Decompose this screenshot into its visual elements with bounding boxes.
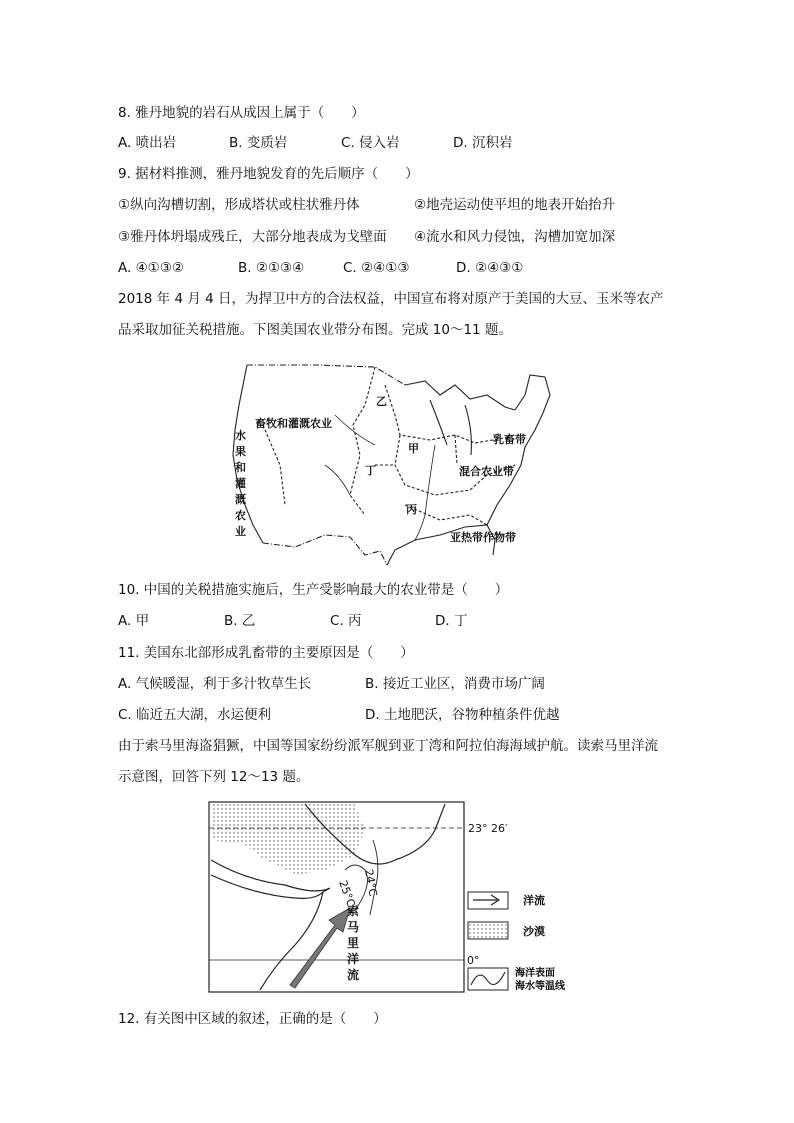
somali-current-arrow <box>290 908 350 988</box>
svg-text:水: 水 <box>235 429 246 442</box>
desert-area <box>211 804 365 875</box>
label-mixed: 混合农业带 <box>459 465 514 478</box>
q11-option-d: D. 土地肥沃，谷物种植条件优越 <box>365 707 560 723</box>
lat-top-label: 23° 26′ <box>468 822 508 835</box>
label-subtropical: 亚热带作物带 <box>450 531 516 544</box>
us-agriculture-map <box>225 355 560 565</box>
legend-isotherm-label-2: 海水等温线 <box>515 981 565 992</box>
q8-option-c: C. 侵入岩 <box>341 135 400 151</box>
q9-statement-1: ①纵向沟槽切割，形成塔状或柱状雅丹体 <box>118 197 360 213</box>
intro-10-line-1: 2018 年 4 月 4 日，为捍卫中方的合法权益，中国宣布将对原产于美国的大豆、玉米等农产 <box>118 291 664 307</box>
svg-text:里: 里 <box>347 936 360 950</box>
iso-label-a: 25°C <box>336 878 358 909</box>
intro-10-line-2: 品采取加征关税措施。下图美国农业带分布图。完成 10～11 题。 <box>118 322 512 338</box>
q9-option-d: D. ②④③① <box>456 260 524 276</box>
label-ranching: 畜牧和灌溉农业 <box>255 417 332 430</box>
svg-text:和: 和 <box>235 461 246 474</box>
q10-option-c: C. 丙 <box>330 613 362 629</box>
q9-option-a: A. ④①③② <box>118 260 184 276</box>
q10-option-d: D. 丁 <box>435 613 468 629</box>
q11-stem: 11. 美国东北部形成乳畜带的主要原因是（ ） <box>118 645 414 661</box>
legend-isotherm-label-1: 海洋表面 <box>515 968 555 979</box>
q9-statement-2: ②地壳运动使平坦的地表开始抬升 <box>414 197 616 213</box>
label-dairy: 乳畜带 <box>493 433 526 446</box>
q10-option-b: B. 乙 <box>224 613 256 629</box>
q8-option-a: A. 喷出岩 <box>118 135 177 151</box>
svg-text:洋: 洋 <box>347 952 360 966</box>
q9-option-b: B. ②①③④ <box>238 260 305 276</box>
label-fruit <box>235 428 246 538</box>
legend-desert-symbol <box>468 922 508 939</box>
q12-stem: 12. 有关图中区域的叙述，正确的是（ ） <box>118 1011 387 1027</box>
q9-option-c: C. ②④①③ <box>343 260 410 276</box>
somali-current-map <box>205 800 595 995</box>
q9-stem: 9. 据材料推测，雅丹地貌发育的先后顺序（ ） <box>118 166 419 182</box>
q10-option-a: A. 甲 <box>118 613 150 629</box>
q9-statement-4: ④流水和风力侵蚀，沟槽加宽加深 <box>414 229 616 245</box>
q11-option-a: A. 气候暖湿，利于多汁牧草生长 <box>118 676 312 692</box>
q11-option-c: C. 临近五大湖，水运便利 <box>118 707 272 723</box>
svg-text:马: 马 <box>347 920 360 934</box>
legend-desert-label: 沙漠 <box>523 925 545 938</box>
svg-text:果: 果 <box>235 445 246 458</box>
current-name-label <box>347 903 359 982</box>
label-yi: 乙 <box>376 395 387 408</box>
q10-stem: 10. 中国的关税措施实施后，生产受影响最大的农业带是（ ） <box>118 582 509 598</box>
q9-statement-3: ③雅丹体坍塌成残丘，大部分地表成为戈壁面 <box>118 229 387 245</box>
svg-text:业: 业 <box>235 525 246 538</box>
iso-label-b: 24°C <box>362 868 380 898</box>
svg-text:溉: 溉 <box>235 493 246 506</box>
lat-zero-label: 0° <box>467 954 480 967</box>
svg-text:索: 索 <box>347 904 360 918</box>
label-ding: 丁 <box>365 464 376 477</box>
legend <box>468 892 566 992</box>
q8-option-b: B. 变质岩 <box>229 135 288 151</box>
svg-text:灌: 灌 <box>235 477 246 490</box>
svg-text:流: 流 <box>347 968 360 982</box>
q8-option-d: D. 沉积岩 <box>453 135 513 151</box>
q11-option-b: B. 接近工业区，消费市场广阔 <box>365 676 545 692</box>
q8-stem: 8. 雅丹地貌的岩石从成因上属于（ ） <box>118 105 365 121</box>
label-bing: 丙 <box>406 503 417 516</box>
label-jia: 甲 <box>408 442 419 455</box>
legend-current-label: 洋流 <box>523 894 545 907</box>
intro-12-line-1: 由于索马里海盗猖獗，中国等国家纷纷派军舰到亚丁湾和阿拉伯海海域护航。读索马里洋流 <box>118 738 658 754</box>
svg-text:农: 农 <box>235 509 246 522</box>
intro-12-line-2: 示意图，回答下列 12～13 题。 <box>118 769 310 785</box>
